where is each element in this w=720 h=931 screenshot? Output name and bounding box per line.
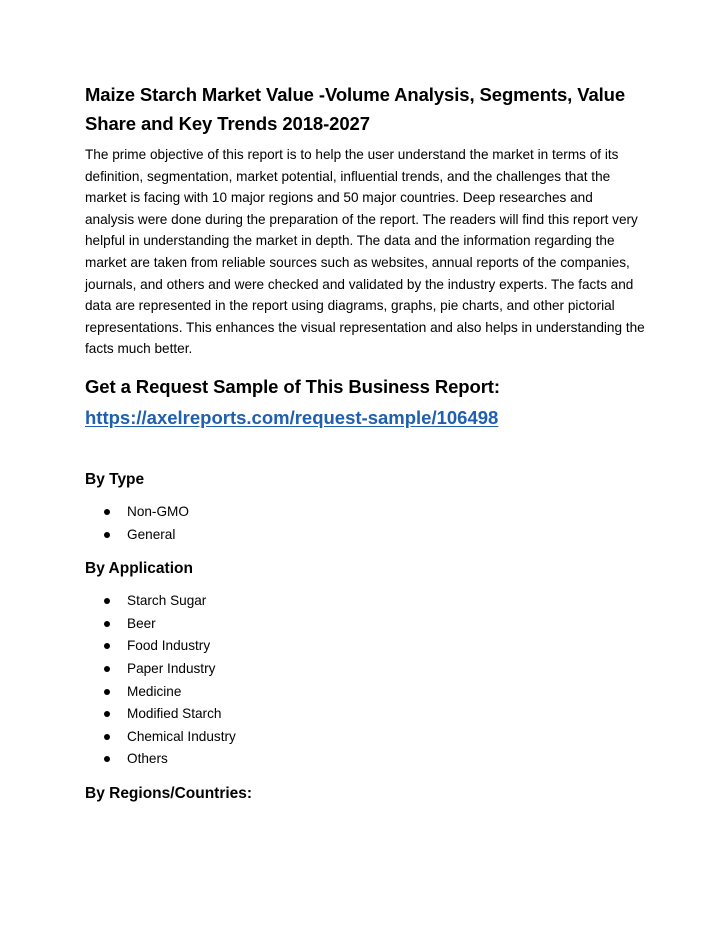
by-type-heading: By Type (85, 470, 145, 488)
by-type-list (85, 501, 645, 546)
bullet-icon (104, 689, 110, 695)
list-item-label: Medicine (127, 683, 182, 699)
bullet-icon (104, 532, 110, 538)
bullet-icon (104, 643, 110, 649)
bullet-icon (104, 734, 110, 740)
document-page (85, 80, 645, 805)
bullet-icon (104, 509, 110, 515)
by-application-heading: By Application (85, 560, 193, 578)
list-item-label: Modified Starch (127, 706, 222, 722)
list-item-label: Starch Sugar (127, 593, 207, 609)
list-item (85, 590, 645, 613)
intro-paragraph: The prime objective of this report is to help the user understand the market in terms of its definition, segmentation, market potential, influential trends, and the challenges that the market is facing with 10 major regions and 50 major countries. Deep researches and analysis were done during the preparation of the report. The readers will find this report very helpful in understanding the market in depth. The data and the information regarding the market are taken from reliable sources such as websites, annual reports of the companies, journals, and others and were checked and validated by the industry experts. The facts and data are represented in the report using diagrams, graphs, pie charts, and other pictorial representations. This enhances the visual representation and also helps in understanding the facts much better. (85, 147, 645, 357)
list-item (85, 681, 645, 704)
list-item-label: General (127, 526, 176, 542)
list-item (85, 635, 645, 658)
list-item (85, 501, 645, 524)
sample-request-heading: Get a Request Sample of This Business Report: (85, 375, 500, 397)
list-item (85, 524, 645, 547)
list-item (85, 658, 645, 681)
bullet-icon (104, 598, 110, 604)
list-item-label: Non-GMO (127, 503, 189, 519)
list-item (85, 726, 645, 749)
list-item (85, 748, 645, 771)
list-item (85, 703, 645, 726)
sample-request-link[interactable]: https://axelreports.com/request-sample/106498 (85, 406, 499, 428)
by-application-list (85, 590, 645, 771)
bullet-icon (104, 711, 110, 717)
bullet-icon (104, 621, 110, 627)
bullet-icon (104, 756, 110, 762)
list-item-label: Chemical Industry (127, 728, 236, 744)
report-title: Maize Starch Market Value -Volume Analysis, Segments, Value Share and Key Trends 2018-2027 (85, 84, 626, 134)
list-item-label: Beer (127, 615, 156, 631)
list-item-label: Food Industry (127, 638, 211, 654)
by-regions-heading: By Regions/Countries: (85, 784, 253, 802)
bullet-icon (104, 666, 110, 672)
list-item-label: Paper Industry (127, 660, 216, 676)
list-item (85, 613, 645, 636)
list-item-label: Others (127, 751, 168, 767)
